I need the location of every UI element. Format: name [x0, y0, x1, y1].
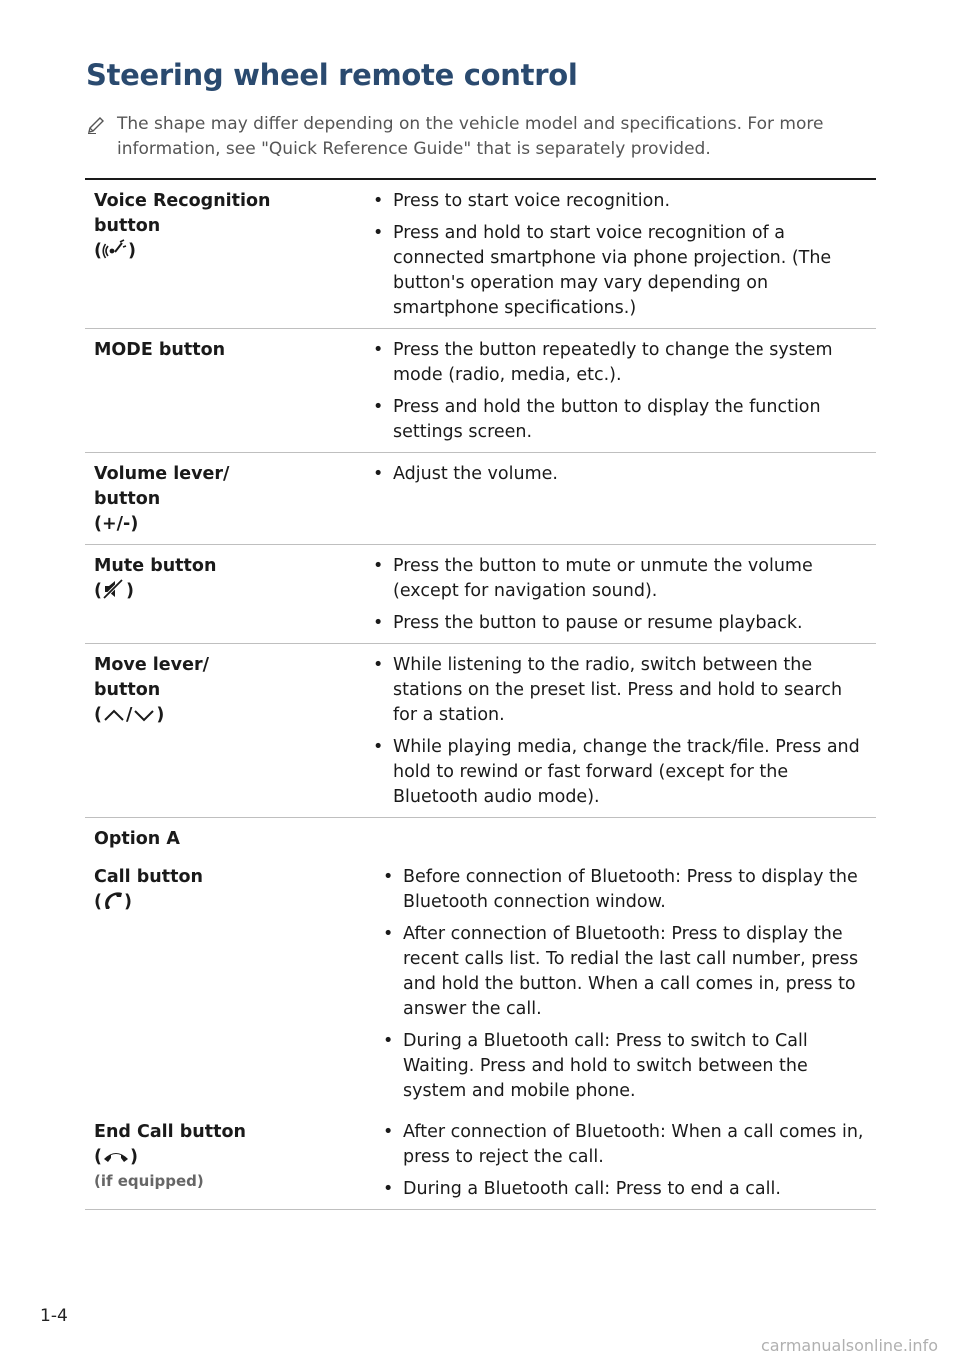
page-number: 1-4 — [40, 1306, 68, 1326]
page-title: Steering wheel remote control — [86, 58, 578, 92]
label-line: Option A — [94, 829, 180, 849]
table-row — [85, 856, 876, 1111]
label-line: button — [94, 216, 161, 236]
row-description — [367, 653, 876, 810]
bullet-item: • Before connection of Bluetooth: Press to display the Bluetooth connection window. — [377, 865, 870, 915]
bullet-item: • Adjust the volume. — [367, 462, 870, 487]
bullet-item: • While listening to the radio, switch between the stations on the preset list. Press and hold to search for a station. — [367, 653, 870, 728]
bullet-item: • Press and hold to start voice recognition of a connected smartphone via phone projection. (The button's operation may vary depending on smartphone specifications.) — [367, 221, 870, 321]
row-label — [85, 189, 367, 321]
table-row — [85, 545, 876, 644]
table-row — [85, 818, 876, 856]
watermark: carmanualsonline.info — [760, 1336, 938, 1355]
chevron-down-icon — [132, 707, 156, 723]
call-symbol: ( ) — [94, 892, 132, 912]
label-line: button — [94, 680, 161, 700]
bullet-item: • During a Bluetooth call: Press to end a call. — [377, 1177, 870, 1202]
bullet-item: • Press the button to mute or unmute the volume (except for navigation sound). — [367, 554, 870, 604]
label-line: Mute button — [94, 556, 217, 576]
row-description — [367, 462, 876, 537]
note — [86, 112, 846, 162]
end-call-icon — [102, 1147, 130, 1165]
mute-symbol: ( ) — [94, 581, 134, 601]
table-row — [85, 453, 876, 545]
row-label — [85, 1120, 367, 1202]
mute-icon — [102, 579, 126, 599]
table-row — [85, 329, 876, 453]
row-description — [367, 338, 876, 445]
move-symbol: ( / ) — [94, 705, 165, 725]
row-description — [367, 554, 876, 636]
row-description — [367, 865, 876, 1104]
label-line: Move lever/ — [94, 655, 209, 675]
pencil-note-icon — [86, 115, 106, 135]
note-text: The shape may differ depending on the vehicle model and specifications. For more information, see "Quick Reference Guide" that is separately provided. — [117, 114, 824, 159]
label-line: Call button — [94, 867, 203, 887]
label-line: Volume lever/ — [94, 464, 230, 484]
bullet-item: • Press to start voice recognition. — [367, 189, 870, 214]
row-label — [85, 865, 367, 1104]
bullet-item: • After connection of Bluetooth: Press to display the recent calls list. To redial the last call number, press and hold the button. When a call comes in, press to answer the call. — [377, 922, 870, 1022]
bullet-item: • While playing media, change the track/file. Press and hold to rewind or fast forward (except for the Bluetooth audio mode). — [367, 735, 870, 810]
row-label — [85, 653, 367, 810]
row-label — [85, 338, 367, 445]
table-row — [85, 180, 876, 329]
controls-table — [85, 178, 876, 1210]
voice-symbol: ( ) — [94, 241, 136, 261]
bullet-item: • Press the button to pause or resume playback. — [367, 611, 870, 636]
if-equipped-note: (if equipped) — [94, 1172, 204, 1190]
voice-recognition-icon — [102, 239, 128, 259]
bullet-item: • Press and hold the button to display the function settings screen. — [367, 395, 870, 445]
label-line: button — [94, 489, 161, 509]
row-label — [85, 462, 367, 537]
label-line: End Call button — [94, 1122, 246, 1142]
row-description — [367, 1120, 876, 1202]
end-call-symbol: ( ) — [94, 1147, 138, 1167]
row-description — [367, 189, 876, 321]
row-label — [85, 554, 367, 636]
label-line: Voice Recognition — [94, 191, 271, 211]
bullet-item: • Press the button repeatedly to change the system mode (radio, media, etc.). — [367, 338, 870, 388]
table-row — [85, 644, 876, 818]
label-line: (+/-) — [94, 514, 139, 534]
bullet-item: • During a Bluetooth call: Press to switch to Call Waiting. Press and hold to switch between the system and mobile phone. — [377, 1029, 870, 1104]
phone-call-icon — [102, 890, 124, 910]
chevron-up-icon — [102, 707, 126, 723]
bullet-item: • After connection of Bluetooth: When a call comes in, press to reject the call. — [377, 1120, 870, 1170]
label-line: MODE button — [94, 340, 226, 360]
table-row — [85, 1111, 876, 1210]
option-label — [85, 827, 367, 852]
